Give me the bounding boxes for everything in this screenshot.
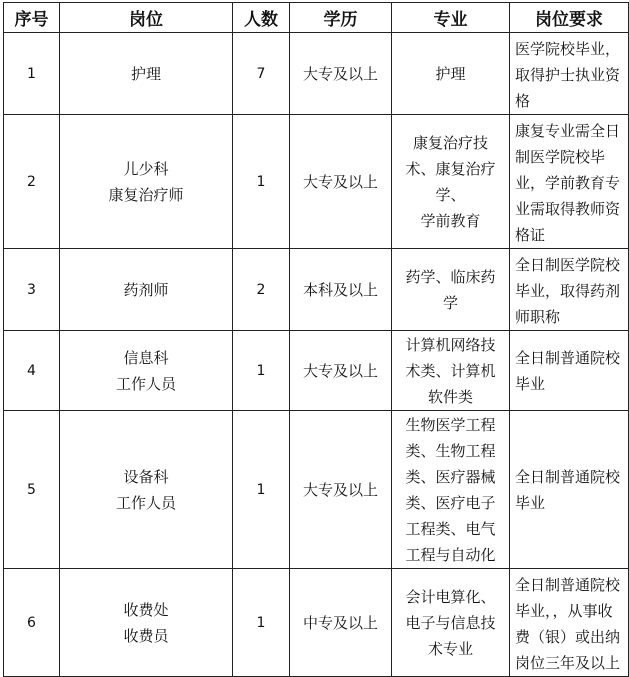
cell-education: 大专及以上 xyxy=(290,331,392,411)
requirement-line: 费（银）或出纳 xyxy=(515,628,621,646)
requirement-line: 取得护士执业资 xyxy=(515,66,621,84)
cell-count: 1 xyxy=(233,115,290,249)
requirement-line: 师职称 xyxy=(515,308,561,326)
cell-position xyxy=(60,249,233,331)
cell-requirement xyxy=(510,33,629,115)
cell-count: 7 xyxy=(233,33,290,115)
requirement-line: 康复专业需全日 xyxy=(515,122,621,140)
major-line: 术、康复治疗 xyxy=(405,159,496,178)
major-line: 术专业 xyxy=(427,639,473,658)
major-line: 电子与信息技 xyxy=(405,613,496,632)
cell-no: 6 xyxy=(4,569,60,677)
cell-education: 大专及以上 xyxy=(290,411,392,569)
major-line: 学、 xyxy=(435,185,466,204)
header-major: 专业 xyxy=(392,3,510,33)
major-line: 类、医疗器械 xyxy=(405,467,496,486)
cell-requirement xyxy=(510,331,629,411)
requirement-line: 毕业 xyxy=(515,374,546,393)
cell-requirement xyxy=(510,411,629,569)
major-line: 会计电算化、 xyxy=(405,587,496,606)
table-row xyxy=(4,569,629,677)
requirement-line: 毕业，，从事收 xyxy=(515,602,613,620)
requirement-line: 医学院校毕业， xyxy=(515,40,621,58)
cell-position xyxy=(60,411,233,569)
cell-position xyxy=(60,331,233,411)
header-position: 岗位 xyxy=(60,3,233,33)
major-line: 药学、临床药 xyxy=(405,267,496,286)
cell-requirement xyxy=(510,249,629,331)
header-count: 人数 xyxy=(233,3,290,33)
requirement-line: 制医学院校毕 xyxy=(515,148,606,166)
major-line: 计算机网络技 xyxy=(405,335,496,354)
cell-major xyxy=(392,331,510,411)
major-line: 护理 xyxy=(435,64,466,83)
major-line: 学 xyxy=(442,293,458,312)
table-row xyxy=(4,331,629,411)
cell-major xyxy=(392,411,510,569)
table-row xyxy=(4,249,629,331)
major-line: 术类、计算机 xyxy=(405,361,496,380)
job-positions-table xyxy=(3,2,629,677)
table-row xyxy=(4,115,629,249)
requirement-line: 格 xyxy=(515,92,531,110)
cell-position xyxy=(60,569,233,677)
table-row xyxy=(4,411,629,569)
cell-education: 本科及以上 xyxy=(290,249,392,331)
cell-count: 2 xyxy=(233,249,290,331)
cell-major xyxy=(392,33,510,115)
cell-major xyxy=(392,249,510,331)
cell-major xyxy=(392,115,510,249)
cell-count: 1 xyxy=(233,411,290,569)
position-line: 收费处 xyxy=(123,600,169,619)
cell-education: 大专及以上 xyxy=(290,33,392,115)
position-line: 药剂师 xyxy=(123,280,169,299)
requirement-line: 业需取得教师资 xyxy=(515,200,621,218)
cell-count: 1 xyxy=(233,569,290,677)
cell-no: 3 xyxy=(4,249,60,331)
position-line: 设备科 xyxy=(123,467,169,486)
major-line: 工程类、电气 xyxy=(405,519,496,538)
major-line: 类、生物工程 xyxy=(405,441,496,460)
cell-education: 大专及以上 xyxy=(290,115,392,249)
requirement-line: 岗位三年及以上 xyxy=(515,654,621,672)
header-requirement: 岗位要求 xyxy=(510,3,629,33)
cell-no: 1 xyxy=(4,33,60,115)
position-line: 工作人员 xyxy=(115,374,176,393)
table-row xyxy=(4,33,629,115)
cell-position xyxy=(60,33,233,115)
cell-major xyxy=(392,569,510,677)
cell-requirement xyxy=(510,569,629,677)
requirement-line: 全日制普通院校 xyxy=(515,467,621,486)
requirement-line: 毕业 xyxy=(515,493,546,512)
cell-position xyxy=(60,115,233,249)
cell-requirement xyxy=(510,115,629,249)
major-line: 软件类 xyxy=(427,387,473,406)
requirement-line: 全日制普通院校 xyxy=(515,348,621,367)
position-line: 康复治疗师 xyxy=(108,185,184,204)
requirement-line: 格证 xyxy=(515,226,546,244)
cell-no: 2 xyxy=(4,115,60,249)
position-line: 儿少科 xyxy=(123,159,169,178)
requirement-line: 全日制普通院校 xyxy=(515,576,621,594)
position-line: 信息科 xyxy=(123,348,169,367)
position-line: 收费员 xyxy=(123,626,169,645)
major-line: 工程与自动化 xyxy=(405,545,496,564)
requirement-line: 全日制医学院校 xyxy=(515,256,621,274)
position-line: 工作人员 xyxy=(115,493,176,512)
requirement-line: 业，学前教育专 xyxy=(515,174,621,192)
header-education: 学历 xyxy=(290,3,392,33)
major-line: 学前教育 xyxy=(420,211,481,230)
cell-no: 5 xyxy=(4,411,60,569)
position-line: 护理 xyxy=(130,64,161,83)
major-line: 类、医疗电子 xyxy=(405,493,496,512)
cell-count: 1 xyxy=(233,331,290,411)
cell-education: 中专及以上 xyxy=(290,569,392,677)
header-row xyxy=(4,3,629,33)
header-no: 序号 xyxy=(4,3,60,33)
major-line: 康复治疗技 xyxy=(412,133,488,152)
cell-no: 4 xyxy=(4,331,60,411)
requirement-line: 毕业，取得药剂 xyxy=(515,282,621,300)
major-line: 生物医学工程 xyxy=(405,415,496,434)
